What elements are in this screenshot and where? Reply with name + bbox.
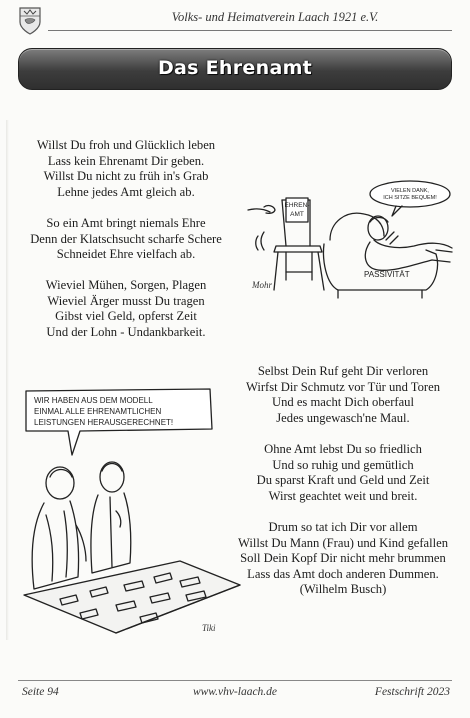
poem-line: Wirst geachtet weit und breit. [268, 488, 418, 503]
footer-publication: Festschrift 2023 [374, 686, 450, 698]
poem-line: Schneidet Ehre vielfach ab. [56, 247, 196, 262]
page-title: Das Ehrenamt [157, 57, 313, 79]
poem-line: So ein Amt bringt niemals Ehre [46, 216, 206, 230]
poem-stanza [236, 520, 450, 598]
poem-line: Lass kein Ehrenamt Dir geben. [47, 153, 205, 168]
footer-divider [18, 680, 452, 681]
poem-line: Wieviel Mühen, Sorgen, Plagen [45, 278, 207, 292]
poem-line: Selbst Dein Ruf geht Dir verloren [257, 364, 429, 378]
poem-line: Und der Lohn - Undankbarkeit. [46, 324, 206, 339]
cartoonist-signature: Tiki [202, 623, 216, 633]
poem-stanza [20, 278, 232, 340]
poem-line: Und so ruhig und gemütlich [272, 457, 414, 472]
speech-box-text: WIR HABEN AUS DEM MODELL [34, 396, 153, 405]
poem-line: Gibst viel Geld, opferst Zeit [55, 309, 197, 324]
cartoonist-signature: Mohr [252, 280, 272, 290]
footer-page-number: Seite 94 [22, 686, 59, 698]
armchair-label: PASSIVITÄT [364, 270, 410, 279]
poem-line: Drum so tat ich Dir vor allem [268, 520, 418, 534]
poem-line: Willst Du nicht zu früh in's Grab [43, 169, 209, 184]
poem-line: Ohne Amt lebst Du so friedlich [264, 442, 422, 456]
cartoon-meeting-illustration [20, 385, 242, 640]
header-title: Volks- und Heimatverein Laach 1921 e.V. [171, 10, 379, 24]
speech-bubble-text: ICH SITZE BEQUEM! [383, 195, 437, 201]
poem-stanza [236, 364, 450, 426]
title-banner [18, 48, 452, 90]
chair-sign-text: EHREN- [284, 202, 310, 209]
poem-line: Denn der Klatschsucht scharfe Schere [30, 231, 222, 246]
poem-line: Wieviel Ärger musst Du tragen [47, 293, 205, 308]
poem-line: Und es macht Dich oberfaul [272, 395, 414, 410]
coat-of-arms-icon [18, 6, 42, 36]
poem-line: Soll Dein Kopf Dir nicht mehr brummen [240, 551, 446, 566]
speech-box-text: LEISTUNGEN HERAUSGERECHNET! [34, 418, 174, 427]
poem-line: Willst Du froh und Glücklich leben [36, 138, 216, 152]
poem-line: Lehne jedes Amt gleich ab. [57, 184, 195, 199]
footer-website-link[interactable]: www.vhv-laach.de [192, 686, 278, 698]
poem-line: Wirfst Dir Schmutz vor Tür und Toren [245, 379, 440, 394]
cartoon-armchair-illustration [246, 180, 456, 305]
poem-line: Willst Du Mann (Frau) und Kind gefallen [237, 535, 449, 550]
poem-stanza [20, 216, 232, 263]
poem-stanza [236, 442, 450, 504]
speech-bubble-text: VIELEN DANK, [391, 188, 429, 194]
speech-box-text: EINMAL ALLE EHRENAMTLICHEN [34, 407, 162, 416]
poem-line: Jedes ungewasch'ne Maul. [276, 410, 410, 425]
page-binding-shadow [6, 120, 9, 640]
poem-author: (Wilhelm Busch) [299, 582, 387, 597]
chair-sign-text: AMT [290, 211, 304, 218]
header-divider [48, 30, 452, 31]
poem-line: Lass das Amt doch anderen Dummen. [247, 566, 439, 581]
poem-line: Du sparst Kraft und Geld und Zeit [256, 473, 430, 488]
poem-stanza [20, 138, 232, 200]
